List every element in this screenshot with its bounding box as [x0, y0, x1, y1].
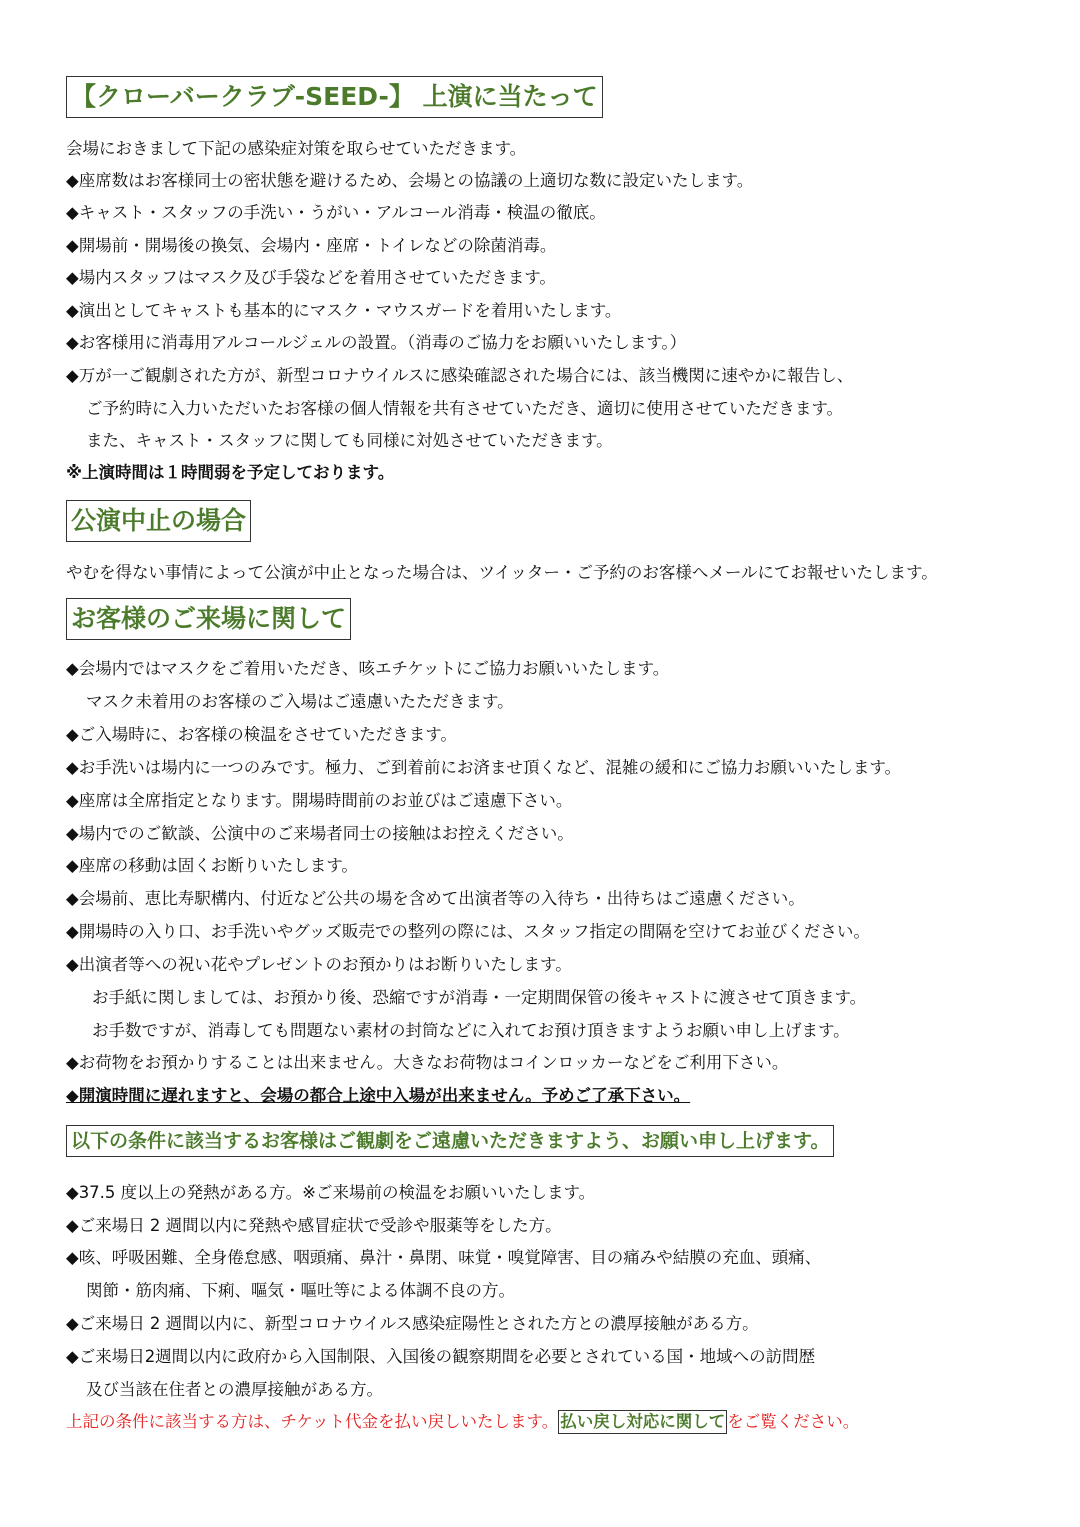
list-item-continuation: 関節・筋肉痛、下痢、嘔気・嘔吐等による体調不良の方。: [86, 1281, 515, 1300]
list-item: ◆座席の移動は固くお断りいたします。: [66, 856, 358, 875]
late-arrival-warning: ◆開演時間に遅れますと、会場の都合上途中入場が出来ません。予めご了承下さい。: [66, 1086, 691, 1105]
list-item: ◆キャスト・スタッフの手洗い・うがい・アルコール消毒・検温の徹底。: [66, 203, 606, 222]
list-item: ◆お客様用に消毒用アルコールジェルの設置。（消毒のご協力をお願いいたします。）: [66, 333, 687, 352]
list-item: ◆会場内ではマスクをご着用いただき、咳エチケットにご協力お願いいたします。: [66, 659, 670, 678]
list-item-continuation: お手紙に関しましては、お預かり後、恐縮ですが消毒・一定期間保管の後キャストに渡させて頂きます。: [92, 988, 867, 1007]
refund-text: 上記の条件に該当する方は、チケット代金を払い戻しいたします。: [66, 1412, 559, 1431]
list-item: ◆場内スタッフはマスク及び手袋などを着用させていただきます。: [66, 268, 556, 287]
list-item: ◆お荷物をお預かりすることは出来ません。大きなお荷物はコインロッカーなどをご利用下さい。: [66, 1053, 789, 1072]
section-title-cancellation: 公演中止の場合: [66, 500, 251, 542]
list-item-continuation: お手数ですが、消毒しても問題ない素材の封筒などに入れてお預け頂きますようお願い申し上げます。: [92, 1021, 850, 1040]
list-item: ◆ご来場日 2 週間以内に発熱や感冒症状で受診や服薬等をした方。: [66, 1216, 562, 1235]
refund-text-suffix: をご覧ください。: [727, 1412, 860, 1431]
cancellation-text: やむを得ない事情によって公演が中止となった場合は、ツイッター・ご予約のお客様へメールにてお報せいたします。: [66, 563, 938, 582]
section-title-conditions: 以下の条件に該当するお客様はご観劇をご遠慮いただきますよう、お願い申し上げます。: [66, 1125, 834, 1157]
list-item: ◆ご来場日 2 週間以内に、新型コロナウイルス感染症陽性とされた方との濃厚接触がある方。: [66, 1314, 759, 1333]
runtime-note: ※上演時間は１時間弱を予定しております。: [66, 463, 395, 482]
list-item: ◆開場前・開場後の換気、会場内・座席・トイレなどの除菌消毒。: [66, 236, 557, 255]
section-title-visit: お客様のご来場に関して: [66, 598, 351, 640]
list-item: ◆演出としてキャストも基本的にマスク・マウスガードを着用いたします。: [66, 301, 622, 320]
list-item-continuation: 及び当該在住者との濃厚接触がある方。: [86, 1380, 383, 1399]
list-item: ◆座席数はお客様同士の密状態を避けるため、会場との協議の上適切な数に設定いたします。: [66, 171, 754, 190]
refund-notice: [66, 1410, 859, 1434]
list-item: ◆咳、呼吸困難、全身倦怠感、咽頭痛、鼻汁・鼻閉、味覚・嗅覚障害、目の痛みや結膜の充血、頭痛、: [66, 1248, 822, 1267]
list-item: ◆場内でのご歓談、公演中のご来場者同士の接触はお控えください。: [66, 824, 574, 843]
list-item: ◆会場前、恵比寿駅構内、付近など公共の場を含めて出演者等の入待ち・出待ちはご遠慮ください。: [66, 889, 805, 908]
refund-info-link[interactable]: 払い戻し対応に関して: [558, 1410, 727, 1434]
intro-line: 会場におきまして下記の感染症対策を取らせていただきます。: [66, 139, 527, 158]
list-item: ◆座席は全席指定となります。開場時間前のお並びはご遠慮下さい。: [66, 791, 573, 810]
section-title-performance: 【クローバークラブ-SEED-】 上演に当たって: [66, 76, 603, 118]
list-item: ◆開場時の入り口、お手洗いやグッズ販売での整列の際には、スタッフ指定の間隔を空けてお並びください。: [66, 922, 870, 941]
list-item-continuation: ご予約時に入力いただいたお客様の個人情報を共有させていただき、適切に使用させていただきます。: [86, 399, 844, 418]
list-item-continuation: また、キャスト・スタッフに関しても同様に対処させていただきます。: [86, 431, 613, 450]
list-item: ◆ご来場日2週間以内に政府から入国制限、入国後の観察期間を必要とされている国・地域への訪問歴: [66, 1347, 816, 1366]
list-item: ◆お手洗いは場内に一つのみです。極力、ご到着前にお済ませ頂くなど、混雑の緩和にご協力お願いいたします。: [66, 758, 902, 777]
list-item-continuation: マスク未着用のお客様のご入場はご遠慮いたただきます。: [86, 692, 514, 711]
list-item: ◆ご入場時に、お客様の検温をさせていただきます。: [66, 725, 457, 744]
list-item: ◆37.5 度以上の発熱がある方。※ご来場前の検温をお願いいたします。: [66, 1183, 596, 1202]
list-item: ◆出演者等への祝い花やプレゼントのお預かりはお断りいたします。: [66, 955, 572, 974]
list-item: ◆万が一ご観劇された方が、新型コロナウイルスに感染確認された場合には、該当機関に速やかに報告し、: [66, 366, 854, 385]
